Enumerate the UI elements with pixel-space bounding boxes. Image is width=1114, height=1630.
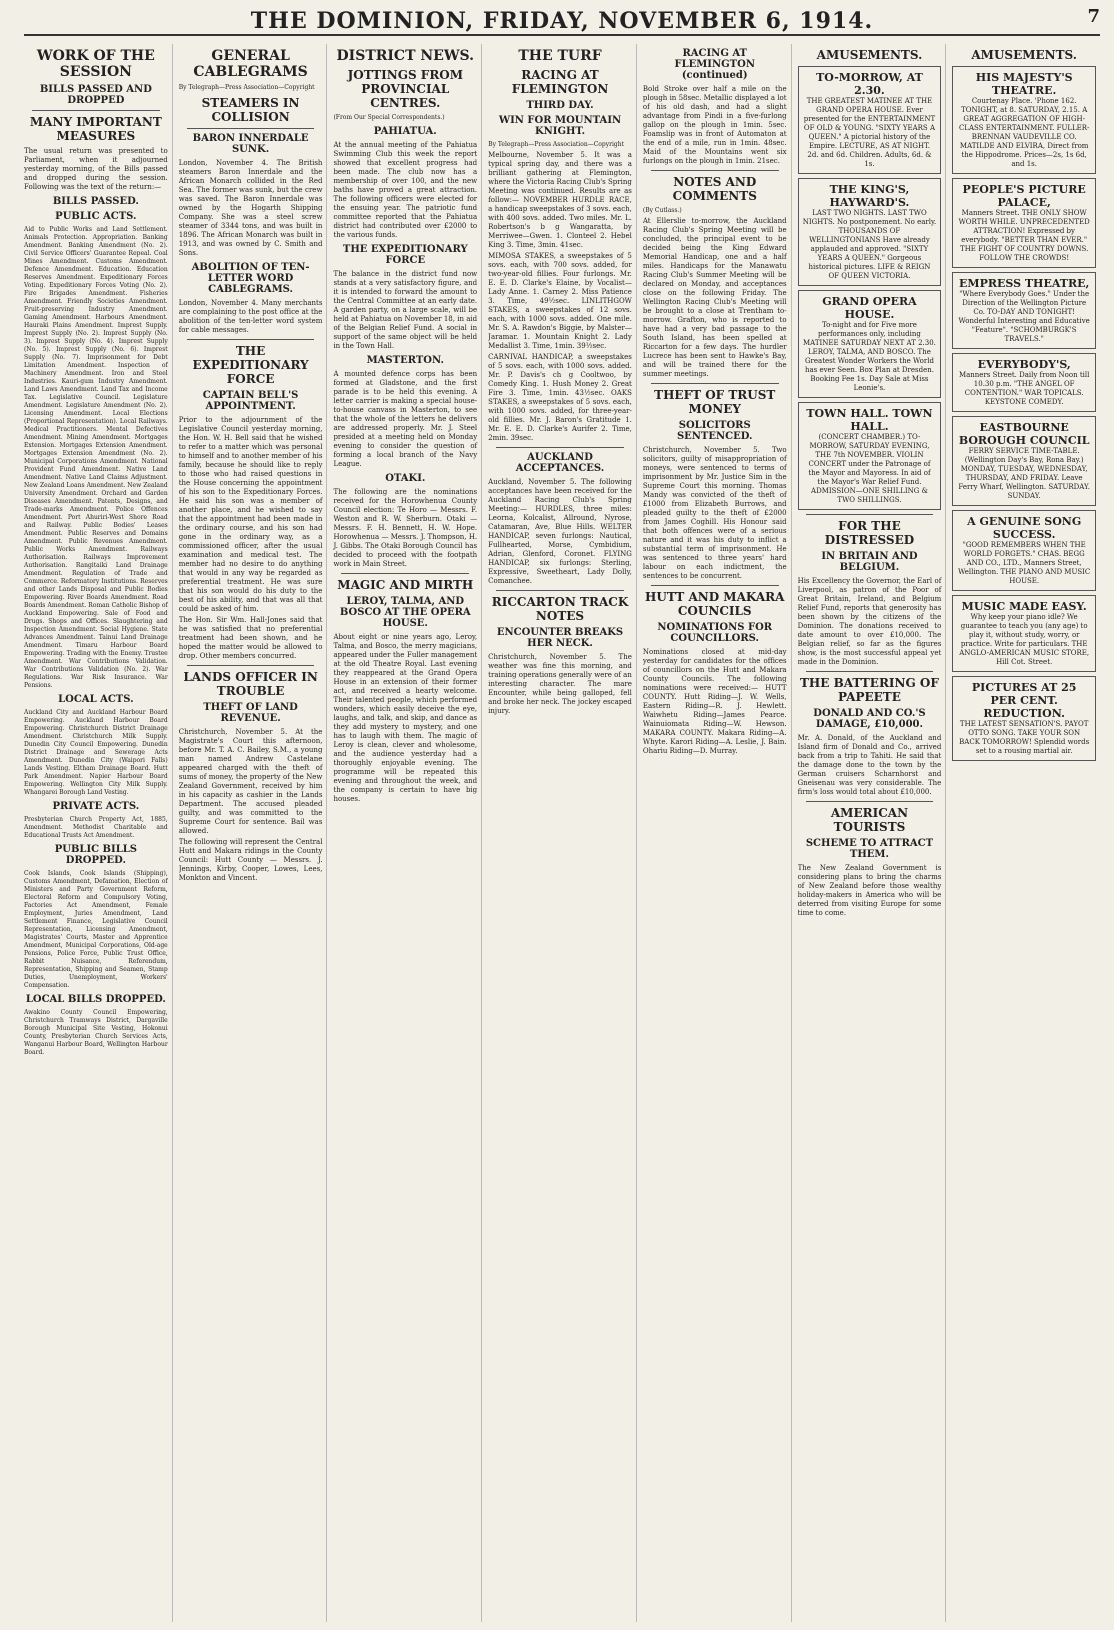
ad-heading: TO-MORROW, AT 2.30. (816, 71, 923, 97)
subheadline: RACING AT FLEMINGTON (511, 68, 609, 96)
headline: THE BATTERING OF PAPEETE (799, 676, 939, 704)
column-2 (179, 44, 328, 1622)
article-paragraph: Prior to the adjournment of the Legislative Council yesterday morning, the Hon. W. H. Bell said that he wished to refer to a matter which was personal to himself and to another member of his family, because he should like to reply to those who had raised questions in the House concerning the appointment of his son to the Expeditionary Forces. He said his son was a member of another place, and he wished to say that the appointment had been made in the ordinary course, and his son had gone in the ordinary way, as a commissioned officer, after the usual examination and medical test. The member had no desire to do anything that would in any way be regarded as preferential treatment. He was sure that his son would do his duty to the best of his ability, and that was all that could be asked of him. (178, 416, 323, 613)
byline: By Telegraph—Press Association—Copyright (178, 84, 315, 91)
column-3 (333, 44, 482, 1622)
ad-heading: HIS MAJESTY'S THEATRE. (975, 71, 1073, 97)
section-heading: PUBLIC ACTS. (55, 211, 137, 222)
section-heading: AMUSEMENTS. (816, 48, 923, 62)
headline: FOR THE DISTRESSED (824, 519, 915, 547)
section-heading: PUBLIC BILLS DROPPED. (54, 844, 137, 866)
advertisement (952, 272, 1096, 349)
headline: WORK OF THE SESSION (36, 48, 155, 80)
subheadline: WIN FOR MOUNTAIN KNIGHT. (498, 115, 622, 137)
ad-heading: TOWN HALL. TOWN HALL. (806, 407, 933, 433)
section-heading: THE EXPEDITIONARY FORCE (342, 244, 468, 266)
ad-text: To-night and for Five more performances only, including MATINEE SATURDAY NEXT AT 2.30. LEROY, TALMA, AND BOSCO. The Greatest Wonder Workers the World has ever Seen. Box Plan at Dresden. Booking Fee 1s. Day Sale at Miss Leonie's. (803, 321, 936, 392)
article-paragraph: CARNIVAL HANDICAP, a sweepstakes of 5 sovs. each, with 1000 sovs. added. Mr. P. Davis's ch g Cooltwoo, by Comedy King. 1. Hush Money 2. Great Fire 3. Time, 1min. 43½sec. OAKS STAKES, a sweepstakes of 5 sovs. each, with 1000 sovs. added, for three-year-old fillies. Mr. J. Baron's Gratitude 1. Mr. E. E. D. Clarke's Aurifer 2. Time, 2min. 39sec. (488, 353, 632, 442)
list-text: Awakino County Council Empowering, Christchurch Tramways District, Dargaville Borough Municipal Site Vesting, Hokonui County, Presbyterian Church Services Acts, Wanganui Harbour Board, Wellington Harbour Board. (24, 1009, 168, 1056)
subheadline: ENCOUNTER BREAKS HER NECK. (496, 627, 624, 649)
article-paragraph: At Ellerslie to-morrow, the Auckland Racing Club's Spring Meeting will be concluded, the principal event to be decided being the King Edward Memorial Handicap, one and a half miles. Handicaps for the Manawatu Racing Club's Summer Meeting will be declared on Monday, and acceptances close on the following Friday. The Wellington Racing Club's Meeting will be brought to a close at Trentham to-morrow. Grafton, who is reported to have had a very bad passage to the South Island, has been spelled at Riccarton for a few days. The hurdler Lucrece has been sent to Hawke's Bay, and will be trained there for the summer meetings. (642, 217, 787, 378)
section-heading: MASTERTON. (366, 355, 444, 366)
subheadline: THEFT OF LAND REVENUE. (203, 702, 298, 724)
article-paragraph: About eight or nine years ago, Leroy, Talma, and Bosco, the merry magicians, appeared under the Fuller management at the old Theatre Royal. Last evening they reappeared at the Grand Opera House in an extension of their former act, and received a hearty welcome. Their talented people, which performed wonders, which easily deceive the eye, laughs, and talk, and skip, and dance as they add mystery to mystery, and one has to laugh with them. The magic of Leroy is clean, clever and wholesome, and the audience yesterday had a thoroughly enjoyable evening. The programme will be repeated this evening and throughout the week, and the company is certain to have big houses. (333, 633, 478, 803)
ad-text: THE GREATEST MATINEE AT THE GRAND OPERA HOUSE. Ever presented for the ENTERTAINMENT OF OLD & YOUNG. "SIXTY YEARS A QUEEN." A pictorial history of the Empire. LECTURE, AS AT NIGHT. 2d. and 6d. Children. Adults, 6d. & 1s. (803, 97, 936, 168)
subheadline: AUCKLAND ACCEPTANCES. (515, 452, 605, 474)
subheadline: BILLS PASSED AND DROPPED (39, 84, 152, 106)
ad-heading: PEOPLE'S PICTURE PALACE, (962, 183, 1086, 209)
ad-heading: THE KING'S, HAYWARD'S. (829, 183, 910, 209)
column-1 (24, 44, 173, 1622)
column-4 (488, 44, 637, 1622)
article-paragraph: Christchurch, November 5. At the Magistrate's Court this afternoon, before Mr. T. A. C. Bailey, S.M., a young man named Andrew Castelane appeared charged with the theft of sums of money, the property of the New Zealand Government, received by him in his capacity as cashier in the Lands Department. The accused pleaded guilty, and was committed to the Supreme Court for sentence. Bail was allowed. (178, 728, 323, 835)
article-paragraph: Melbourne, November 5. It was a typical spring day, and there was a brilliant gathering at Flemington, where the Victoria Racing Club's Spring Meeting was continued. Results are as follow:— NOVEMBER HURDLE RACE, a handicap sweepstakes of 3 sovs. each, with 400 sovs. added. Two miles. Mr. L. Robertson's b g Wangaratta, by Merriwee—Gwen. 1. Clonteel 2. Hebel King 3. Time, 3min. 41sec. (488, 151, 632, 249)
byline: (By Cutlass.) (642, 207, 682, 214)
divider (187, 339, 315, 340)
article-paragraph: The following will represent the Central Hutt and Makara ridings in the County Council: Hutt County — Messrs. J. Jennings, Kirby, Cooper, Lowes, Lees, Monkton and Vincent. (178, 838, 323, 882)
advertisement (798, 290, 942, 398)
column-7 (952, 44, 1100, 1622)
list-text: Aid to Public Works and Land Settlement. Animals Protection. Appropriation. Banking Amendment. Banking Amendment (No. 2). Civil Service Officers' Guarantee Repeal. Coal Mines Amendment. Customs Amendment. Defence Amendment. Education. Education Reserves Amendment. Expeditionary Forces Voting. Expeditionary Forces Voting (No. 2). Fire Brigades Amendment. Fisheries Amendment. Friendly Societies Amendment. Fruit-preserving Industry Amendment. Gaming Amendment. Harbours Amendment. Hauraki Plains Amendment. Imprest Supply. Imprest Supply (No. 2). Imprest Supply (No. 3). Imprest Supply (No. 4). Imprest Supply (No. 5). Imprest Supply (No. 6). Imprest Supply (No. 7). Imprisonment for Debt Limitation Amendment. Inspection of Machinery Amendment. Iron and Steel Industries. Kauri-gum Industry Amendment. Land Laws Amendment. Land Tax and Income Tax. Legislative Council. Legislature Amendment. Legislature Amendment (No. 2). Licensing Amendment. Local Elections (Proportional Representation). Local Railways. Medical Practitioners. Mental Defectives Amendment. Mining Amendment. Mortgages Extension. Mortgages Extension Amendment. Mortgages Extension Amendment (No. 2). Municipal Corporations Amendment. National Provident Fund Amendment. Native Land Amendment. Native Land Claims Adjustment. New Zealand Loans Amendment. New Zealand University Amendment. Orchard and Garden Diseases Amendment. Patents, Designs, and Trade-marks Amendment. Police Offences Amendment. Port Ahuriri-West Shore Road and Railway. Public Bodies' Leases Amendment. Public Reserves and Domains Amendment. Public Revenues Amendment. Public Works Amendment. Railways Authorisation. Railways Improvement Authorisation. Rangitaiki Land Drainage Amendment. Regulation of Trade and Commerce. Reformatory Institutions. Reserves and other Lands Disposal and Public Bodies Empowering. River Boards Amendment. Road Boards Amendment. Roman Catholic Bishop of Auckland Empowering. Sale of Food and Drugs. Shops and Offices. Slaughtering and Inspection Amendment. Social Hygiene. State Advances Amendment. Tainui Land Drainage Amendment. Timaru Harbour Board Empowering. Trading with the Enemy. Trustee Amendment. War Contributions Validation. War Contributions Validation (No. 2). War Regulations. War Risk Insurance. War Pensions. (24, 226, 168, 689)
section-heading: PRIVATE ACTS. (52, 801, 140, 812)
article-paragraph: MIMOSA STAKES, a sweepstakes of 5 sovs. each, with 700 sovs. added, for two-year-old fillies. Four furlongs. Mr. E. E. D. Clarke's Elaine, by Vocalist—Lady Anne. 1. Carney 2. Miss Patience 3. Time, 49½sec. LINLITHGOW STAKES, a sweepstakes of 12 sovs. each, with 1000 sovs. added. One mile. Mr. S. A. Rawdon's Biggie, by Malster—Jaramar. 1. Mountain Knight 2. Lady Medallist 3. Time, 1min. 39½sec. (488, 252, 632, 350)
divider (806, 671, 934, 672)
advertisement (952, 595, 1096, 672)
subheadline: DONALD AND CO.'S DAMAGE, £10,000. (813, 708, 926, 730)
ad-text: (CONCERT CHAMBER.) TO-MORROW, SATURDAY EVENING, THE 7th NOVEMBER. VIOLIN CONCERT under the Patronage of the Mayor and Mayoress. In aid of the Mayor's War Relief Fund. ADMISSION—ONE SHILLING & TWO SHILLINGS. (808, 433, 931, 504)
article-paragraph: The Hon. Sir Wm. Hall-Jones said that he was satisfied that no preferential treatment had been shown, and he hoped the matter would be allowed to drop. Other members concurred. (178, 616, 323, 660)
article-paragraph: London, November 4. Many merchants are complaining to the post office at the abolition of the ten-letter word system for cable messages. (178, 299, 323, 334)
ad-text: Why keep your piano idle? We guarantee to teach you (any age) to play it, without study, worry, or practice. Write for particulars. THE ANGLO-AMERICAN MUSIC STORE, Hill Cot. Street. (959, 613, 1090, 666)
article-paragraph: Christchurch, November 5. Two solicitors, guilty of misappropriation of moneys, were sentenced to terms of imprisonment by Mr. Justice Sim in the Supreme Court this morning. Thomas Mandy was convicted of the theft of £1000 from Elizabeth Burrows, and pleaded guilty to the theft of £2000 from James Coghill. His Honour said that both offences were of a serious nature and it was his duty to inflict a substantial term of imprisonment. He was sentenced to three years' hard labour on each indictment, the sentences to be concurrent. (642, 446, 787, 580)
advertisement (952, 416, 1096, 506)
divider (651, 170, 779, 171)
article-paragraph: His Excellency the Governor, the Earl of Liverpool, as patron of the Poor of Great Britain, Ireland, and Belgium Relief Fund, reports that generosity has been shown by the citizens of the Dominion. The donations received to date amount to over £10,000. The Belgian relief, so far as the figures show, is the most successful appeal yet made in the Dominion. (797, 577, 942, 666)
subheadline: LEROY, TALMA, AND BOSCO AT THE OPERA HOUSE. (339, 596, 471, 629)
subheadline: STEAMERS IN COLLISION (201, 96, 300, 124)
subheadline: THIRD DAY. (526, 100, 594, 111)
section-heading: LOCAL BILLS DROPPED. (25, 994, 166, 1005)
headline: RICCARTON TRACK NOTES (491, 595, 629, 623)
subheadline: CAPTAIN BELL'S APPOINTMENT. (202, 390, 299, 412)
divider (32, 110, 160, 111)
ad-text: LAST TWO NIGHTS. LAST TWO NIGHTS. No postponement. No early. THOUSANDS OF WELLINGTONIANS Have already applauded and approved. "SIXTY YEARS A QUEEN." Gorgeous historical pictures. LIFE & REIGN OF QUEEN VICTORIA. (802, 209, 937, 280)
ad-heading: EASTBOURNE BOROUGH COUNCIL (958, 421, 1090, 447)
divider (496, 447, 624, 448)
headline: LANDS OFFICER IN TROUBLE (183, 670, 318, 698)
divider (341, 573, 469, 574)
section-heading: LOCAL ACTS. (58, 694, 134, 705)
subheadline: JOTTINGS FROM PROVINCIAL CENTRES. (347, 68, 464, 110)
ad-text: "Where Everybody Goes." Under the Direction of the Wellington Picture Co. TO-DAY AND TONIGHT! Wonderful Interesting and Educative "Feature". "SCHOMBURGK'S TRAVELS." (958, 290, 1090, 343)
subheadline: IN BRITAIN AND BELGIUM. (821, 551, 918, 573)
ad-heading: MUSIC MADE EASY. (961, 600, 1087, 613)
columns (24, 44, 1100, 1622)
headline: AMERICAN TOURISTS (830, 806, 909, 834)
article-paragraph: The balance in the district fund now stands at a very satisfactory figure, and it is intended to forward the amount to the Central Committee at an early date. A garden party, on a large scale, will be held at Pahiatua on November 18, in aid of the Belgian Relief Fund. A social in support of the same object will be held in the Town Hall. (333, 270, 478, 350)
ad-heading: EVERYBODY'S, (977, 358, 1071, 371)
ad-text: "GOOD REMEMBERS WHEN THE WORLD FORGETS." CHAS. BEGG AND CO., LTD., Manners Street, Wellington. THE PIANO AND MUSIC HOUSE. (958, 541, 1091, 585)
headline: THE TURF (518, 48, 602, 64)
section-heading: OTAKI. (385, 473, 426, 484)
subheadline: BARON INNERDALE SUNK. (192, 133, 309, 155)
ad-text: FERRY SERVICE TIME-TABLE. (Wellington Day's Bay, Rona Bay.) MONDAY, TUESDAY, WEDNESDAY, THURSDAY, AND FRIDAY. Leave Ferry Wharf, Wellington. SATURDAY. SUNDAY. (958, 447, 1090, 500)
article-paragraph: London, November 4. The British steamers Baron Innerdale and the African Monarch collided in the Red Sea. The former was sunk, but the crew was saved. The Baron Innerdale was owned by the Hogarth Shipping Company. She was a steel screw steamer of 3344 tons, and was built in 1896. The African Monarch was built in 1913, and was owned by C. Smith and Sons. (178, 159, 323, 257)
masthead-title: THE DOMINION, FRIDAY, NOVEMBER 6, 1914. (250, 8, 874, 34)
advertisement (798, 178, 942, 286)
headline: DISTRICT NEWS. (336, 48, 475, 64)
list-text: Presbyterian Church Property Act, 1885, Amendment. Methodist Charitable and Educational Trusts Act Amendment. (24, 816, 168, 839)
ad-heading: A GENUINE SONG SUCCESS. (967, 515, 1082, 541)
byline: By Telegraph—Press Association—Copyright (488, 141, 625, 148)
section-heading: BILLS PASSED. (52, 196, 139, 207)
ad-heading: EMPRESS THEATRE, (959, 277, 1090, 290)
ad-heading: PICTURES AT 25 PER CENT. REDUCTION. (971, 681, 1077, 720)
subheadline: MANY IMPORTANT MEASURES (29, 115, 162, 143)
masthead (24, 6, 1100, 36)
subheadline: NOMINATIONS FOR COUNCILLORS. (657, 622, 773, 644)
article-paragraph: At the annual meeting of the Pahiatua Swimming Club this week the report showed that excellent progress had been made. The club now has a membership of over 100, and the new baths have proved a great attraction. The following officers were elected for the ensuing year. The patriotic fund committee reported that the Pahiatua district had contributed over £2000 to the various funds. (333, 141, 478, 239)
section-heading: PAHIATUA. (373, 126, 437, 137)
divider (806, 801, 934, 802)
divider (651, 383, 779, 384)
headline: THEFT OF TRUST MONEY (654, 388, 776, 416)
advertisement (798, 402, 942, 510)
article-paragraph: The usual return was presented to Parliament, when it adjourned yesterday morning, of the Bills passed and dropped during the session. Following was the text of the return:— (24, 147, 168, 191)
article-paragraph: The following are the nominations received for the Horowhenua County Council election: Te Horo — Messrs. F. Weston and R. W. Sherburn. Otaki — Messrs. F. H. Bennett, H. W. Hope. Horowhenua — Messrs. J. Thompson, H. J. Gibbs. The Otaki Borough Council has decided to proceed with the footpath work in Main Street. (333, 488, 478, 568)
advertisement (798, 66, 942, 174)
article-paragraph: Auckland, November 5. The following acceptances have been received for the Auckland Racing Club's Spring Meeting:— HURDLES, three miles: Leorna, Kolcalist, Allround, Nyrose, Catamaran, Ave, Blue Hills. WELTER HANDICAP, seven furlongs: Nautical, Fullhearted, Morse, Cymbidium, Adrian, Glenford, Coronet. FLYING HANDICAP, six furlongs: Sterling, Expressive, Sweetheart, Lady Dolly, Comanchee. (488, 478, 632, 585)
list-text: Cook Islands, Cook Islands (Shipping), Customs Amendment, Defamation, Election of Ministers and Party Government Reform, Electoral Reform and Compulsory Voting, Factories Act Amendment, Female Employment, Juries Amendment, Land Settlement Finance, Legislative Council Representation, Licensing Amendment, Magistrates' Courts, Master and Apprentice Amendment, Municipal Corporations, Old-age Pensions, Police Force, Public Trust Office, Rabbit Nuisance, Referendum, Representation, Shipping and Seamen, Stamp Duties, Unemployment, Workers' Compensation. (24, 870, 168, 989)
page-number: 7 (1087, 6, 1100, 27)
divider (187, 665, 315, 666)
column-6 (798, 44, 947, 1622)
divider (806, 514, 934, 515)
advertisement (952, 510, 1096, 591)
headline: MAGIC AND MIRTH (337, 578, 474, 592)
byline: (From Our Special Correspondents.) (333, 114, 445, 121)
ad-heading: GRAND OPERA HOUSE. (822, 295, 917, 321)
column-5 (643, 44, 792, 1622)
article-paragraph: Nominations closed at mid-day yesterday for candidates for the offices of councillors on the Hutt and Makara County Councils. The following nominations were received:— HUTT COUNTY. Hutt Riding—J. W. Wells, Eastern Riding—R. J. Hewlett. Waiwhetu Riding—James Pearce. Wainuiomata Riding—W. Hewson. MAKARA COUNTY. Makara Riding—A. Whyte. Karori Riding—A. Leslie, J. Bain. Ohariu Riding—D. Murray. (642, 648, 787, 755)
divider (496, 590, 624, 591)
subheadline: SOLICITORS SENTENCED. (676, 420, 753, 442)
advertisement (952, 66, 1096, 174)
list-text: Auckland City and Auckland Harbour Board Empowering. Auckland Harbour Board Empowering. Christchurch District Drainage Amendment. Christchurch Milk Supply. Dunedin City Council Empowering. Dunedin District Drainage and Sewerage Acts Amendment. Dunedin City (Waipori Falls) Lands Vesting. Eltham Drainage Board. Hutt Park Amendment. Napier Harbour Board Empowering. Wellington City Milk Supply. Whangarei Borough Land Vesting. (24, 709, 168, 796)
article-paragraph: A mounted defence corps has been formed at Gladstone, and the first parade is to be held this evening. A letter carrier is making a special house-to-house canvass in Masterton, to see that the whole of the letters he delivers are addressed properly. Mr. J. Steel presided at a meeting held on Monday evening to consider the question of forming a local branch of the Navy League. (333, 370, 478, 468)
ad-text: Manners Street. THE ONLY SHOW WORTH WHILE. UNPRECEDENTED ATTRACTION! Expressed by everybody. "BETTER THAN EVER." THE FIGHT OF COUNTRY DOWNS. FOLLOW THE CROWDS! (958, 209, 1090, 262)
article-paragraph: Bold Stroke over half a mile on the plough in 58sec. Metallic displayed a lot of his old dash, and had a slight advantage from Pindi in a five-furlong gallop on the plough in 1min. 5sec. Foamslip was in front of Automaton at the end of a mile, run in 1min. 48sec. Maid of the Mountains went six furlongs on the plough in 1min. 21sec. (642, 85, 787, 165)
ad-text: Manners Street. Daily from Noon till 10.30 p.m. "THE ANGEL OF CONTENTION." WAR TOPICALS. KEYSTONE COMEDY. (958, 371, 1090, 406)
article-paragraph: Christchurch, November 5. The weather was fine this morning, and training operations generally were of an interesting character. The mare Encounter, while being galloped, fell and broke her neck. The jockey escaped injury. (488, 653, 632, 715)
divider (187, 128, 315, 129)
section-heading: AMUSEMENTS. (971, 48, 1077, 62)
subheadline: ABOLITION OF TEN-LETTER WORD CABLEGRAMS. (191, 262, 310, 295)
headline: GENERAL CABLEGRAMS (193, 48, 308, 80)
divider (651, 585, 779, 586)
advertisement (952, 178, 1096, 268)
subheadline: SCHEME TO ATTRACT THEM. (805, 838, 934, 860)
headline: HUTT AND MAKARA COUNCILS (645, 590, 785, 618)
headline: THE EXPEDITIONARY FORCE (192, 344, 309, 386)
subheadline: RACING AT FLEMINGTON (continued) (674, 48, 755, 81)
advertisement (952, 353, 1096, 412)
article-paragraph: The New Zealand Government is considering plans to bring the charms of New Zealand before those wealthy holiday-makers in America who will be deterred from visiting Europe for some time to come. (797, 864, 942, 917)
advertisement (952, 676, 1096, 761)
ad-text: Courtenay Place. 'Phone 162. TONIGHT, at 8. SATURDAY, 2.15. A GREAT AGGREGATION OF HIGH-CLASS ENTERTAINMENT. FULLER-BRENNAN VAUDEVILLE CO. MATILDE AND ELVIRA, Direct from the Hippodrome. Prices—2s, 1s 6d, and 1s. (958, 97, 1090, 168)
article-paragraph: Mr. A. Donald, of the Auckland and Island firm of Donald and Co., arrived back from a trip to Tahiti. He said that the damage done to the town by the German cruisers Scharnhorst and Gneisenau was very considerable. The firm's loss would total about £10,000. (797, 734, 942, 796)
headline: NOTES AND COMMENTS (672, 175, 757, 203)
ad-text: THE LATEST SENSATION'S. PAYOT OTTO SONG. TAKE YOUR SON BACK TOMORROW! Splendid words set to a rousing martial air. (959, 720, 1090, 755)
